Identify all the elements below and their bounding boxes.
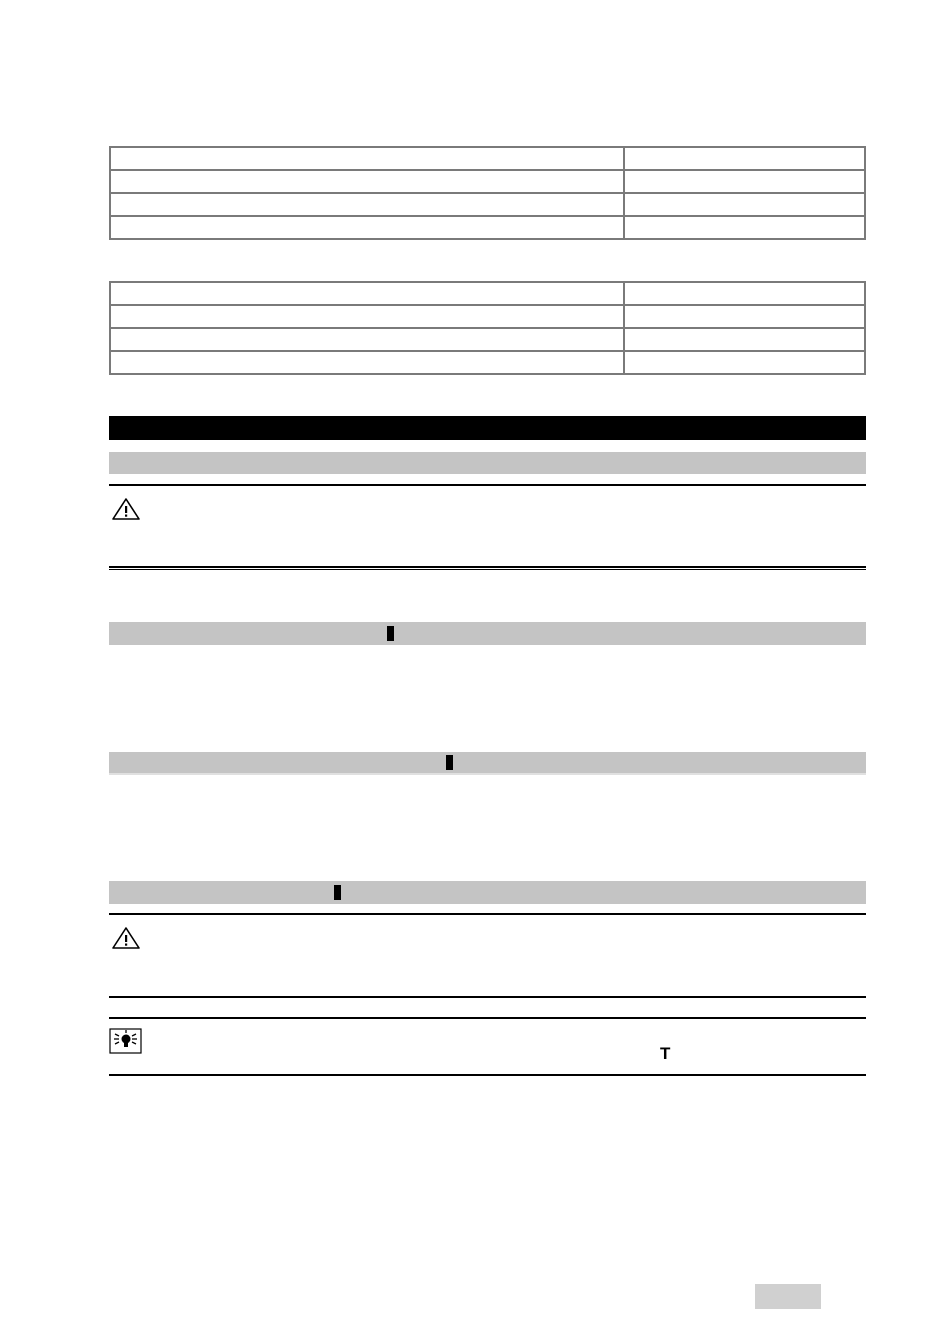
warning-triangle-icon — [111, 926, 141, 955]
table-row — [110, 147, 865, 170]
table-cell — [624, 147, 865, 170]
warning-top-rule — [109, 913, 866, 915]
table-row — [110, 282, 865, 305]
warning-bottom-rule — [109, 566, 866, 568]
table-cell — [624, 170, 865, 193]
table-cell — [624, 305, 865, 328]
table-cell — [624, 328, 865, 351]
lightbulb-icon — [109, 1028, 142, 1059]
step-bar-3 — [109, 881, 866, 904]
table-cell — [110, 193, 624, 216]
warning-bottom-rule — [109, 996, 866, 998]
table-row — [110, 216, 865, 239]
table-row — [110, 170, 865, 193]
table-cell — [110, 282, 624, 305]
spec-table-1 — [109, 146, 866, 240]
table-cell — [624, 193, 865, 216]
table-cell — [110, 216, 624, 239]
warning-triangle-icon — [111, 497, 141, 526]
warning-bottom-rule-thin — [109, 569, 866, 570]
step-marker — [334, 885, 341, 900]
table-cell — [624, 351, 865, 374]
table-row — [110, 351, 865, 374]
tip-symbol: T — [660, 1044, 671, 1063]
table-cell — [110, 351, 624, 374]
section-header-bar — [109, 416, 866, 440]
tip-bottom-rule — [109, 1074, 866, 1076]
spec-table-2 — [109, 281, 866, 375]
table-cell — [624, 216, 865, 239]
tip-top-rule — [109, 1017, 866, 1019]
table-row — [110, 193, 865, 216]
step-bar-1 — [109, 622, 866, 645]
table-row — [110, 328, 865, 351]
table-cell — [110, 305, 624, 328]
step-marker — [446, 755, 453, 770]
subheader-bar — [109, 452, 866, 474]
table-cell — [110, 328, 624, 351]
page-number-box — [755, 1284, 821, 1309]
table-cell — [110, 170, 624, 193]
table-row — [110, 305, 865, 328]
table-cell — [110, 147, 624, 170]
step-marker — [387, 626, 394, 641]
warning-top-rule — [109, 484, 866, 486]
table-cell — [624, 282, 865, 305]
step-bar-2 — [109, 752, 866, 775]
